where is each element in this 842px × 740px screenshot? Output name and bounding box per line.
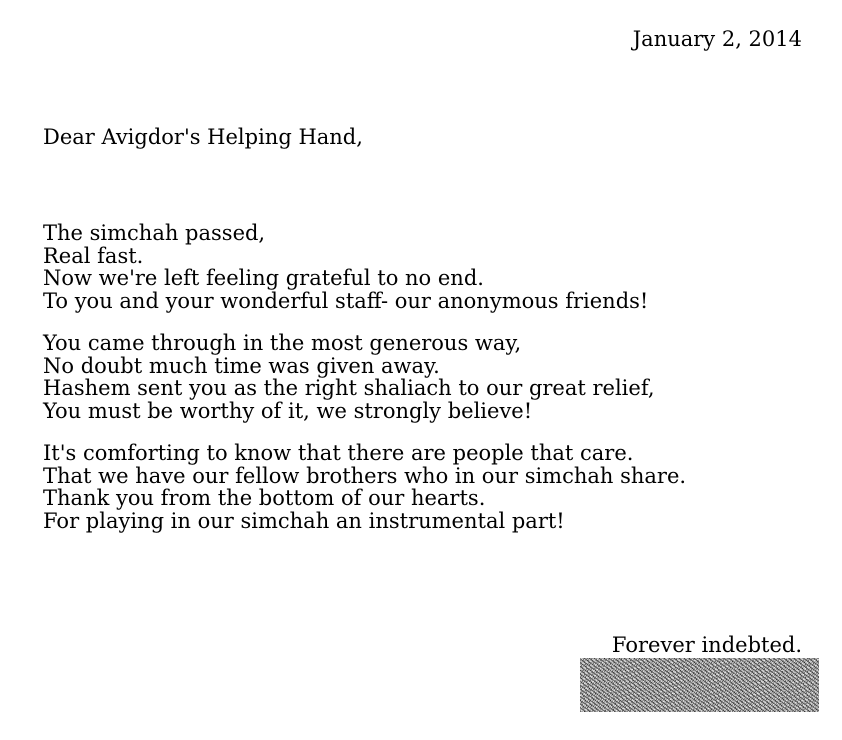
poem-line: Hashem sent you as the right shaliach to our great relief,: [43, 376, 655, 400]
letter-date: January 2, 2014: [632, 27, 802, 51]
poem-line: That we have our fellow brothers who in our simchah share.: [43, 463, 687, 488]
stanza-3: [43, 442, 686, 532]
stanza-2: [43, 332, 686, 422]
poem-line: To you and your wonderful staff- our anonymous friends!: [43, 288, 649, 313]
salutation: Dear Avigdor's Helping Hand,: [43, 125, 363, 149]
closing-line: Forever indebted.: [611, 633, 802, 657]
poem-line: No doubt much time was given away.: [43, 353, 440, 378]
poem-line: You came through in the most generous way,: [43, 331, 522, 355]
poem-line: It's comforting to know that there are people that care.: [43, 441, 634, 465]
poem-line: For playing in our simchah an instrumental part!: [43, 508, 565, 533]
redacted-signature: [580, 658, 819, 712]
poem-line: Thank you from the bottom of our hearts.: [43, 486, 486, 510]
poem-line: Now we're left feeling grateful to no end.: [43, 266, 484, 290]
poem-line: Real fast.: [43, 243, 144, 268]
stanza-1: [43, 222, 686, 312]
poem-line: The simchah passed,: [43, 221, 266, 245]
letter-body: [43, 222, 686, 552]
poem-line: You must be worthy of it, we strongly believe!: [43, 398, 533, 423]
